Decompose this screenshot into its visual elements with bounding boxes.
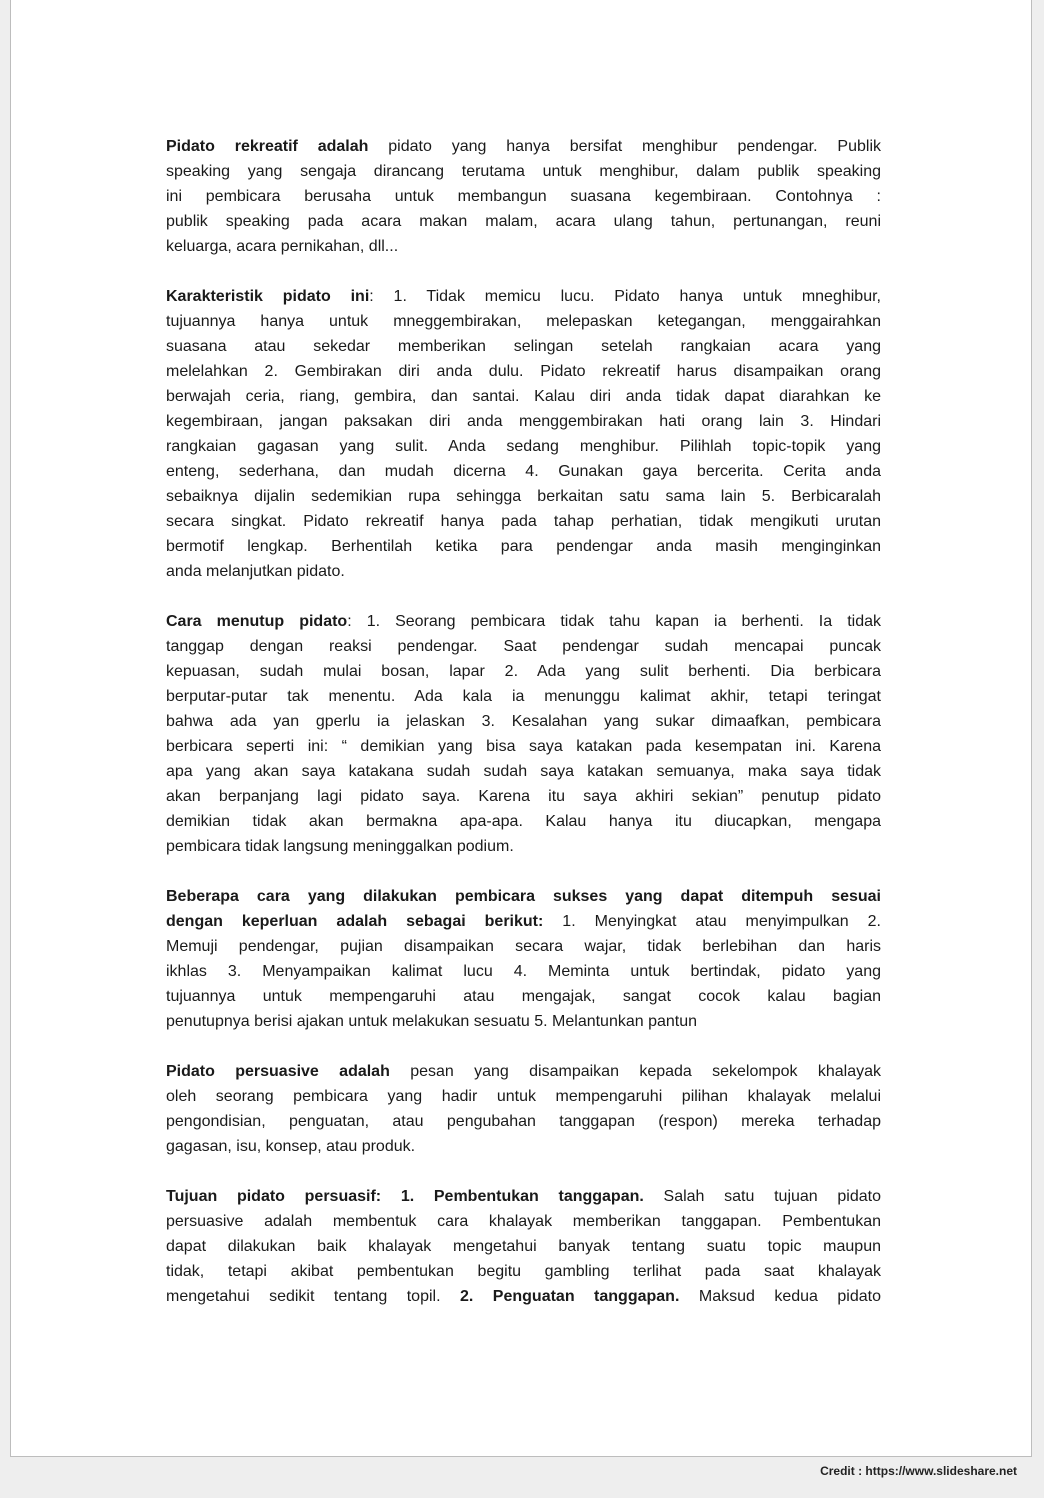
body-text: berbicara seperti ini: “ demikian yang bisa saya katakan pada kesempatan ini. Karena bbox=[166, 738, 881, 755]
body-text: Maksud kedua pidato bbox=[679, 1288, 881, 1305]
text-line bbox=[166, 384, 881, 409]
text-line bbox=[166, 209, 881, 234]
bold-text: Cara menutup pidato bbox=[166, 613, 348, 630]
text-line bbox=[166, 459, 881, 484]
text-line bbox=[166, 309, 881, 334]
text-line bbox=[166, 484, 881, 509]
body-text: suasana atau sekedar memberikan selingan setelah rangkaian acara yang bbox=[166, 338, 881, 355]
bold-text: Pidato rekreatif adalah bbox=[166, 138, 369, 155]
bold-text: Pidato persuasive adalah bbox=[166, 1063, 390, 1080]
body-text: tujuannya hanya untuk mneggembirakan, melepaskan ketegangan, menggairahkan bbox=[166, 313, 881, 330]
body-text: pidato yang hanya bersifat menghibur pendengar. Publik bbox=[368, 138, 881, 155]
bold-text: dengan keperluan adalah sebagai berikut: bbox=[166, 913, 544, 930]
text-line bbox=[166, 959, 881, 984]
body-text: : 1. Tidak memicu lucu. Pidato hanya untuk mneghibur, bbox=[369, 288, 881, 305]
body-text: ini pembicara berusaha untuk membangun suasana kegembiraan. Contohnya : bbox=[166, 188, 881, 205]
text-line bbox=[166, 1084, 881, 1109]
body-text: sebaiknya dijalin sedemikian rupa sehingga berkaitan satu sama lain 5. Berbicaralah bbox=[166, 488, 881, 505]
body-text: enteng, sederhana, dan mudah dicerna 4. Gunakan gaya bercerita. Cerita anda bbox=[166, 463, 881, 480]
text-line bbox=[166, 1209, 881, 1234]
paragraph bbox=[166, 1059, 881, 1159]
body-text: : 1. Seorang pembicara tidak tahu kapan ia berhenti. Ia tidak bbox=[347, 613, 881, 630]
text-line bbox=[166, 1259, 881, 1284]
text-line bbox=[166, 534, 881, 559]
body-text: 1. Menyingkat atau menyimpulkan 2. bbox=[543, 913, 881, 930]
text-line bbox=[166, 709, 881, 734]
body-text: speaking yang sengaja dirancang terutama untuk menghibur, dalam publik speaking bbox=[166, 163, 881, 180]
text-line bbox=[166, 509, 881, 534]
body-text: dapat dilakukan baik khalayak mengetahui banyak tentang suatu topic maupun bbox=[166, 1238, 881, 1255]
body-text: kepuasan, sudah mulai bosan, lapar 2. Ada yang sulit berhenti. Dia berbicara bbox=[166, 663, 881, 680]
text-line bbox=[166, 934, 881, 959]
text-line bbox=[166, 784, 881, 809]
body-text: keluarga, acara pernikahan, dll... bbox=[166, 238, 399, 255]
text-line bbox=[166, 809, 881, 834]
paragraph bbox=[166, 609, 881, 859]
body-text: Salah satu tujuan pidato bbox=[643, 1188, 881, 1205]
body-text: tidak, tetapi akibat pembentukan begitu gambling terlihat pada saat khalayak bbox=[166, 1263, 881, 1280]
text-line bbox=[166, 234, 881, 259]
body-text: penutupnya berisi ajakan untuk melakukan sesuatu 5. Melantunkan pantun bbox=[166, 1013, 698, 1030]
body-text: tanggap dengan reaksi pendengar. Saat pendengar sudah mencapai puncak bbox=[166, 638, 881, 655]
text-line bbox=[166, 634, 881, 659]
bold-text: Karakteristik pidato ini bbox=[166, 288, 370, 305]
body-text: kegembiraan, jangan paksakan diri anda menggembirakan hati orang lain 3. Hindari bbox=[166, 413, 881, 430]
body-text: persuasive adalah membentuk cara khalayak memberikan tanggapan. Pembentukan bbox=[166, 1213, 881, 1230]
text-line bbox=[166, 359, 881, 384]
credit-caption: Credit : https://www.slideshare.net bbox=[820, 1464, 1017, 1478]
text-line bbox=[166, 884, 881, 909]
body-text: tujuannya untuk mempengaruhi atau mengajak, sangat cocok kalau bagian bbox=[166, 988, 881, 1005]
text-line bbox=[166, 984, 881, 1009]
body-text: pesan yang disampaikan kepada sekelompok khalayak bbox=[389, 1063, 881, 1080]
body-text: akan berpanjang lagi pidato saya. Karena itu saya akhiri sekian” penutup pidato bbox=[166, 788, 881, 805]
text-line bbox=[166, 909, 881, 934]
body-text: pembicara tidak langsung meninggalkan podium. bbox=[166, 838, 514, 855]
text-line bbox=[166, 1234, 881, 1259]
text-line bbox=[166, 659, 881, 684]
body-text: bermotif lengkap. Berhentilah ketika para pendengar anda masih menginginkan bbox=[166, 538, 881, 555]
body-text: mengetahui sedikit tentang topil. bbox=[166, 1288, 460, 1305]
text-line bbox=[166, 609, 881, 634]
text-line bbox=[166, 1134, 881, 1159]
paragraph bbox=[166, 1184, 881, 1309]
text-line bbox=[166, 1059, 881, 1084]
text-line bbox=[166, 734, 881, 759]
text-line bbox=[166, 434, 881, 459]
document-page bbox=[10, 0, 1032, 1457]
body-text: melelahkan 2. Gembirakan diri anda dulu. Pidato rekreatif harus disampaikan orang bbox=[166, 363, 881, 380]
text-line bbox=[166, 1009, 881, 1034]
body-text: anda melanjutkan pidato. bbox=[166, 563, 345, 580]
text-line bbox=[166, 159, 881, 184]
bold-text: 2. Penguatan tanggapan. bbox=[460, 1288, 680, 1305]
paragraph bbox=[166, 134, 881, 259]
paragraph bbox=[166, 284, 881, 584]
body-text: secara singkat. Pidato rekreatif hanya pada tahap perhatian, tidak mengikuti urutan bbox=[166, 513, 881, 530]
bold-text: Tujuan pidato persuasif: 1. Pembentukan tanggapan. bbox=[166, 1188, 644, 1205]
body-text: ikhlas 3. Menyampaikan kalimat lucu 4. Meminta untuk bertindak, pidato yang bbox=[166, 963, 881, 980]
document-body bbox=[166, 134, 881, 1334]
text-line bbox=[166, 134, 881, 159]
body-text: Memuji pendengar, pujian disampaikan secara wajar, tidak berlebihan dan haris bbox=[166, 938, 881, 955]
text-line bbox=[166, 684, 881, 709]
body-text: apa yang akan saya katakana sudah sudah saya katakan semuanya, maka saya tidak bbox=[166, 763, 881, 780]
text-line bbox=[166, 334, 881, 359]
text-line bbox=[166, 284, 881, 309]
body-text: publik speaking pada acara makan malam, acara ulang tahun, pertunangan, reuni bbox=[166, 213, 881, 230]
body-text: gagasan, isu, konsep, atau produk. bbox=[166, 1138, 416, 1155]
bold-text: Beberapa cara yang dilakukan pembicara sukses yang dapat ditempuh sesuai bbox=[166, 888, 881, 905]
body-text: berputar-putar tak menentu. Ada kala ia menunggu kalimat akhir, tetapi teringat bbox=[166, 688, 881, 705]
body-text: bahwa ada yan gperlu ia jelaskan 3. Kesalahan yang sukar dimaafkan, pembicara bbox=[166, 713, 881, 730]
body-text: oleh seorang pembicara yang hadir untuk mempengaruhi pilihan khalayak melalui bbox=[166, 1088, 881, 1105]
paragraph bbox=[166, 884, 881, 1034]
text-line bbox=[166, 559, 881, 584]
body-text: demikian tidak akan bermakna apa-apa. Kalau hanya itu diucapkan, mengapa bbox=[166, 813, 881, 830]
text-line bbox=[166, 834, 881, 859]
text-line bbox=[166, 409, 881, 434]
body-text: rangkaian gagasan yang sulit. Anda sedang menghibur. Pilihlah topic-topik yang bbox=[166, 438, 881, 455]
body-text: berwajah ceria, riang, gembira, dan santai. Kalau diri anda tidak dapat diarahkan ke bbox=[166, 388, 881, 405]
body-text: pengondisian, penguatan, atau pengubahan tanggapan (respon) mereka terhadap bbox=[166, 1113, 881, 1130]
text-line bbox=[166, 1109, 881, 1134]
text-line bbox=[166, 184, 881, 209]
text-line bbox=[166, 1284, 881, 1309]
text-line bbox=[166, 1184, 881, 1209]
text-line bbox=[166, 759, 881, 784]
